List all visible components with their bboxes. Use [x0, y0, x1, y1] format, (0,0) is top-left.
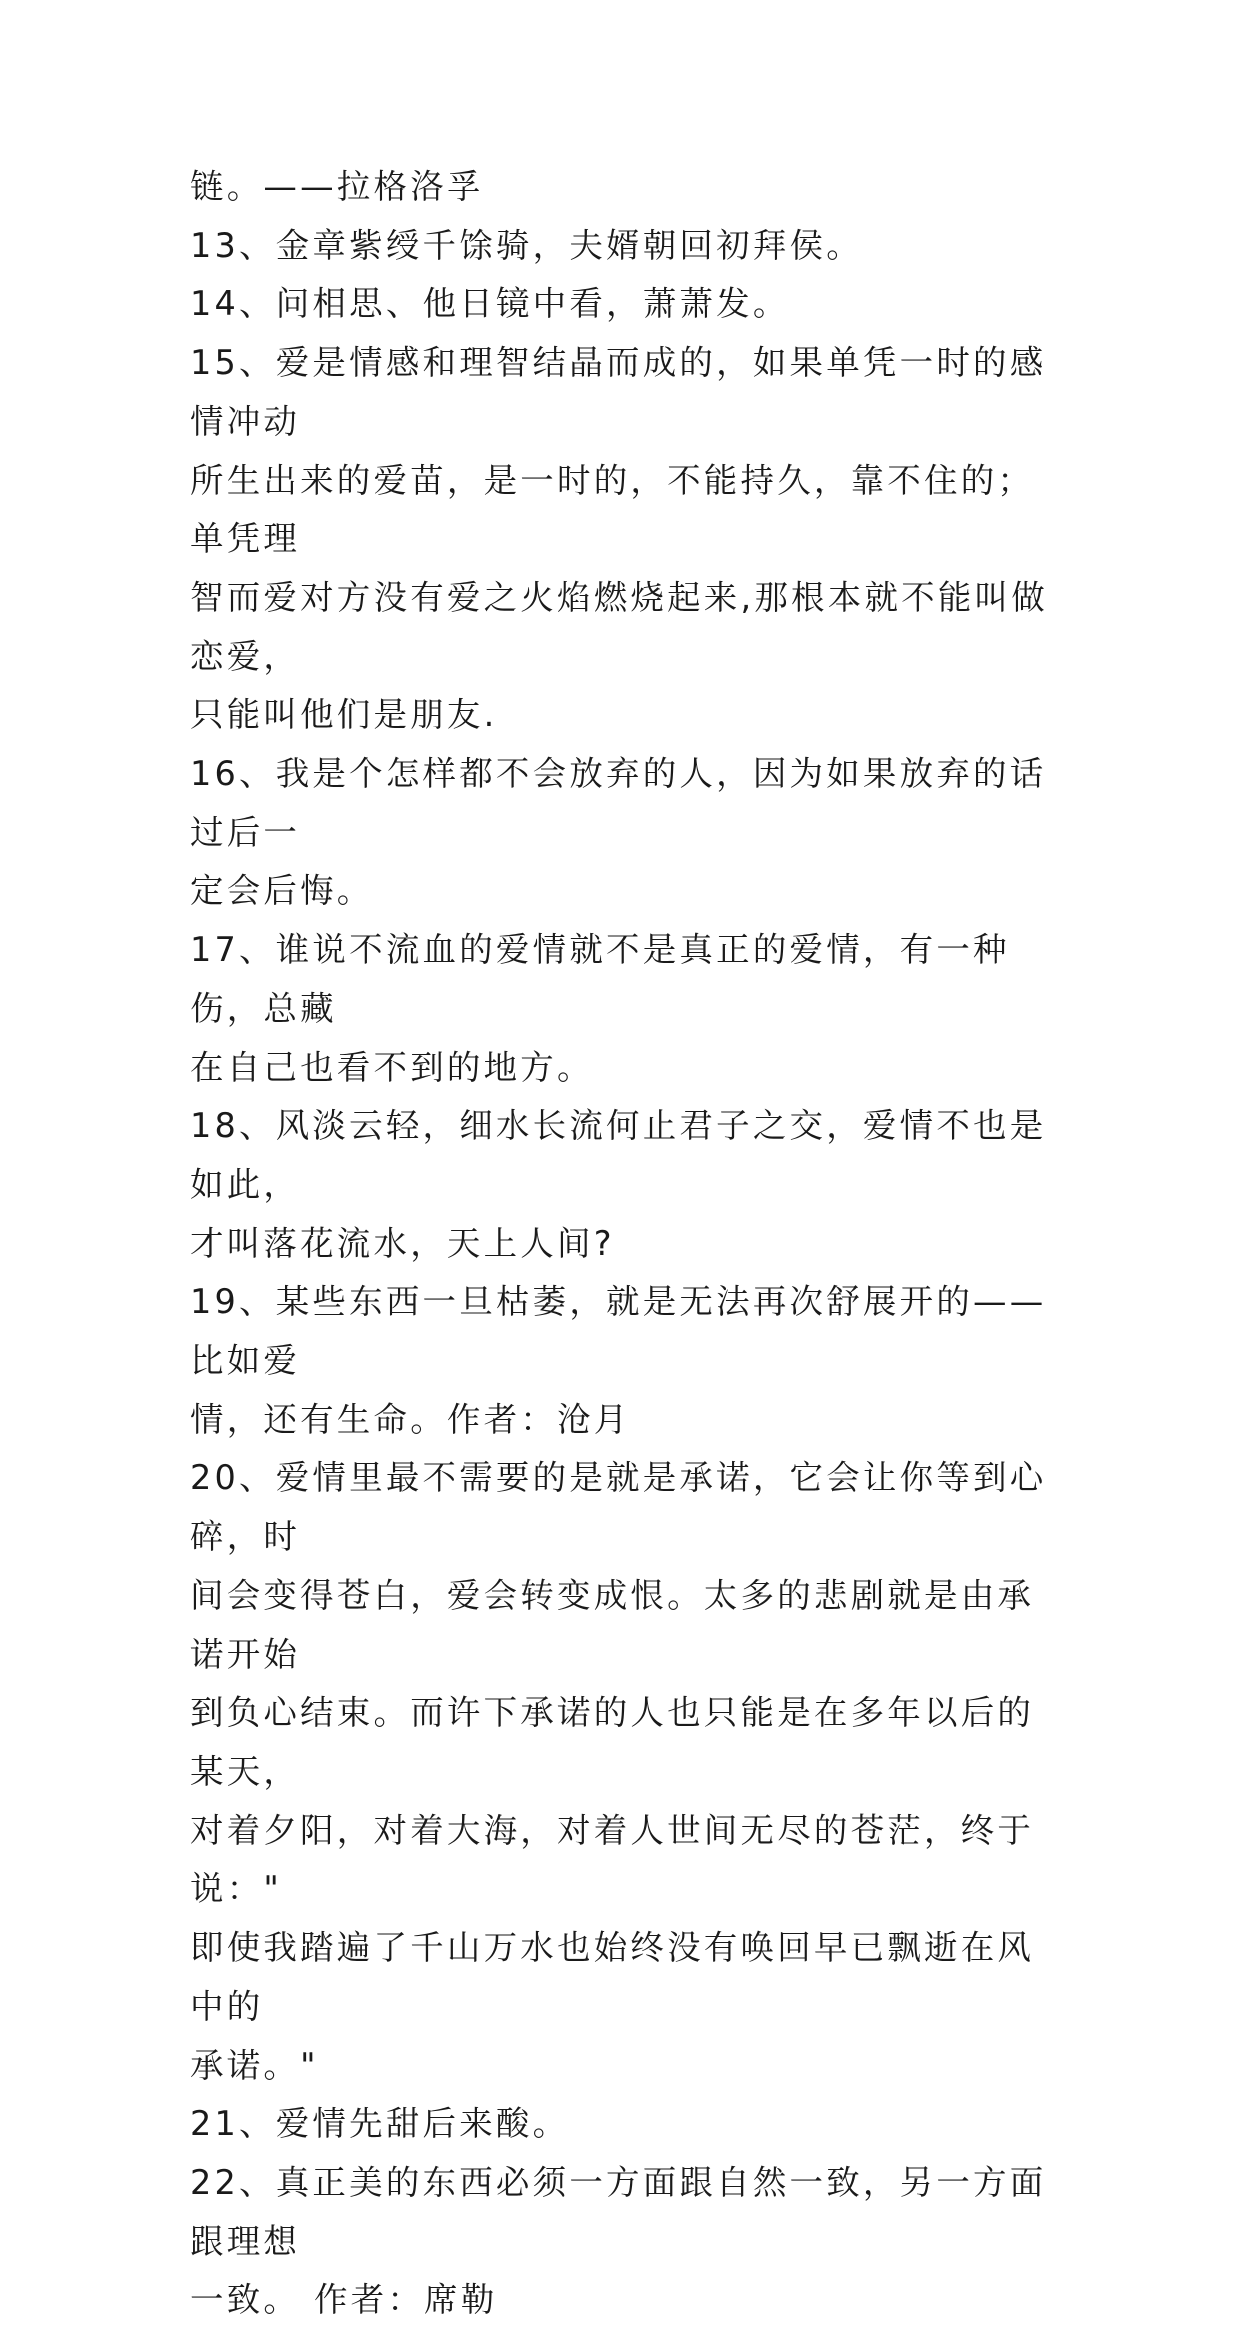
document-body — [190, 158, 1065, 2330]
text-line: 对着夕阳，对着大海，对着人世间无尽的苍茫，终于说：" — [190, 1810, 1035, 1909]
text-line: 14、问相思、他日镜中看，萧萧发。 — [190, 284, 790, 324]
text-line: 情，还有生命。作者：沧月 — [190, 1399, 631, 1439]
text-line: 只能叫他们是朋友. — [190, 695, 498, 735]
text-line: 在自己也看不到的地方。 — [190, 1047, 594, 1087]
text-line: 即使我踏遍了千山万水也始终没有唤回早已飘逝在风中的 — [190, 1928, 1035, 2026]
text-line: 一致。 作者：席勒 — [190, 2280, 498, 2320]
text-line: 18、风淡云轻，细水长流何止君子之交，爱情不也是如此， — [190, 1106, 1047, 1204]
text-line: 16、我是个怎样都不会放弃的人，因为如果放弃的话过后一 — [190, 754, 1047, 852]
text-line: 15、爱是情感和理智结晶而成的，如果单凭一时的感情冲动 — [190, 343, 1047, 441]
text-line: 链。——拉格洛孚 — [190, 167, 484, 206]
text-line: 定会后悔。 — [190, 871, 374, 911]
text-line: 22、真正美的东西必须一方面跟自然一致，另一方面跟理想 — [190, 2162, 1047, 2261]
text-line: 间会变得苍白，爱会转变成恨。太多的悲剧就是由承诺开始 — [190, 1575, 1035, 1674]
text-line: 17、谁说不流血的爱情就不是真正的爱情，有一种伤，总藏 — [190, 930, 1010, 1028]
text-line: 21、爱情先甜后来酸。 — [190, 2104, 570, 2144]
text-line: 到负心结束。而许下承诺的人也只能是在多年以后的某天， — [190, 1693, 1035, 1791]
text-line: 20、爱情里最不需要的是就是承诺，它会让你等到心碎，时 — [190, 1458, 1047, 1557]
text-line: 智而爱对方没有爱之火焰燃烧起来,那根本就不能叫做恋爱， — [190, 577, 1048, 676]
text-line: 承诺。" — [190, 2045, 319, 2085]
text-line: 19、某些东西一旦枯萎，就是无法再次舒展开的——比如爱 — [190, 1282, 1047, 1381]
text-line: 13、金章紫绶千馀骑，夫婿朝回初拜侯。 — [190, 225, 863, 265]
text-line: 才叫落花流水，天上人间? — [190, 1223, 615, 1263]
text-line: 所生出来的爱苗，是一时的，不能持久，靠不住的；单凭理 — [190, 460, 1035, 559]
